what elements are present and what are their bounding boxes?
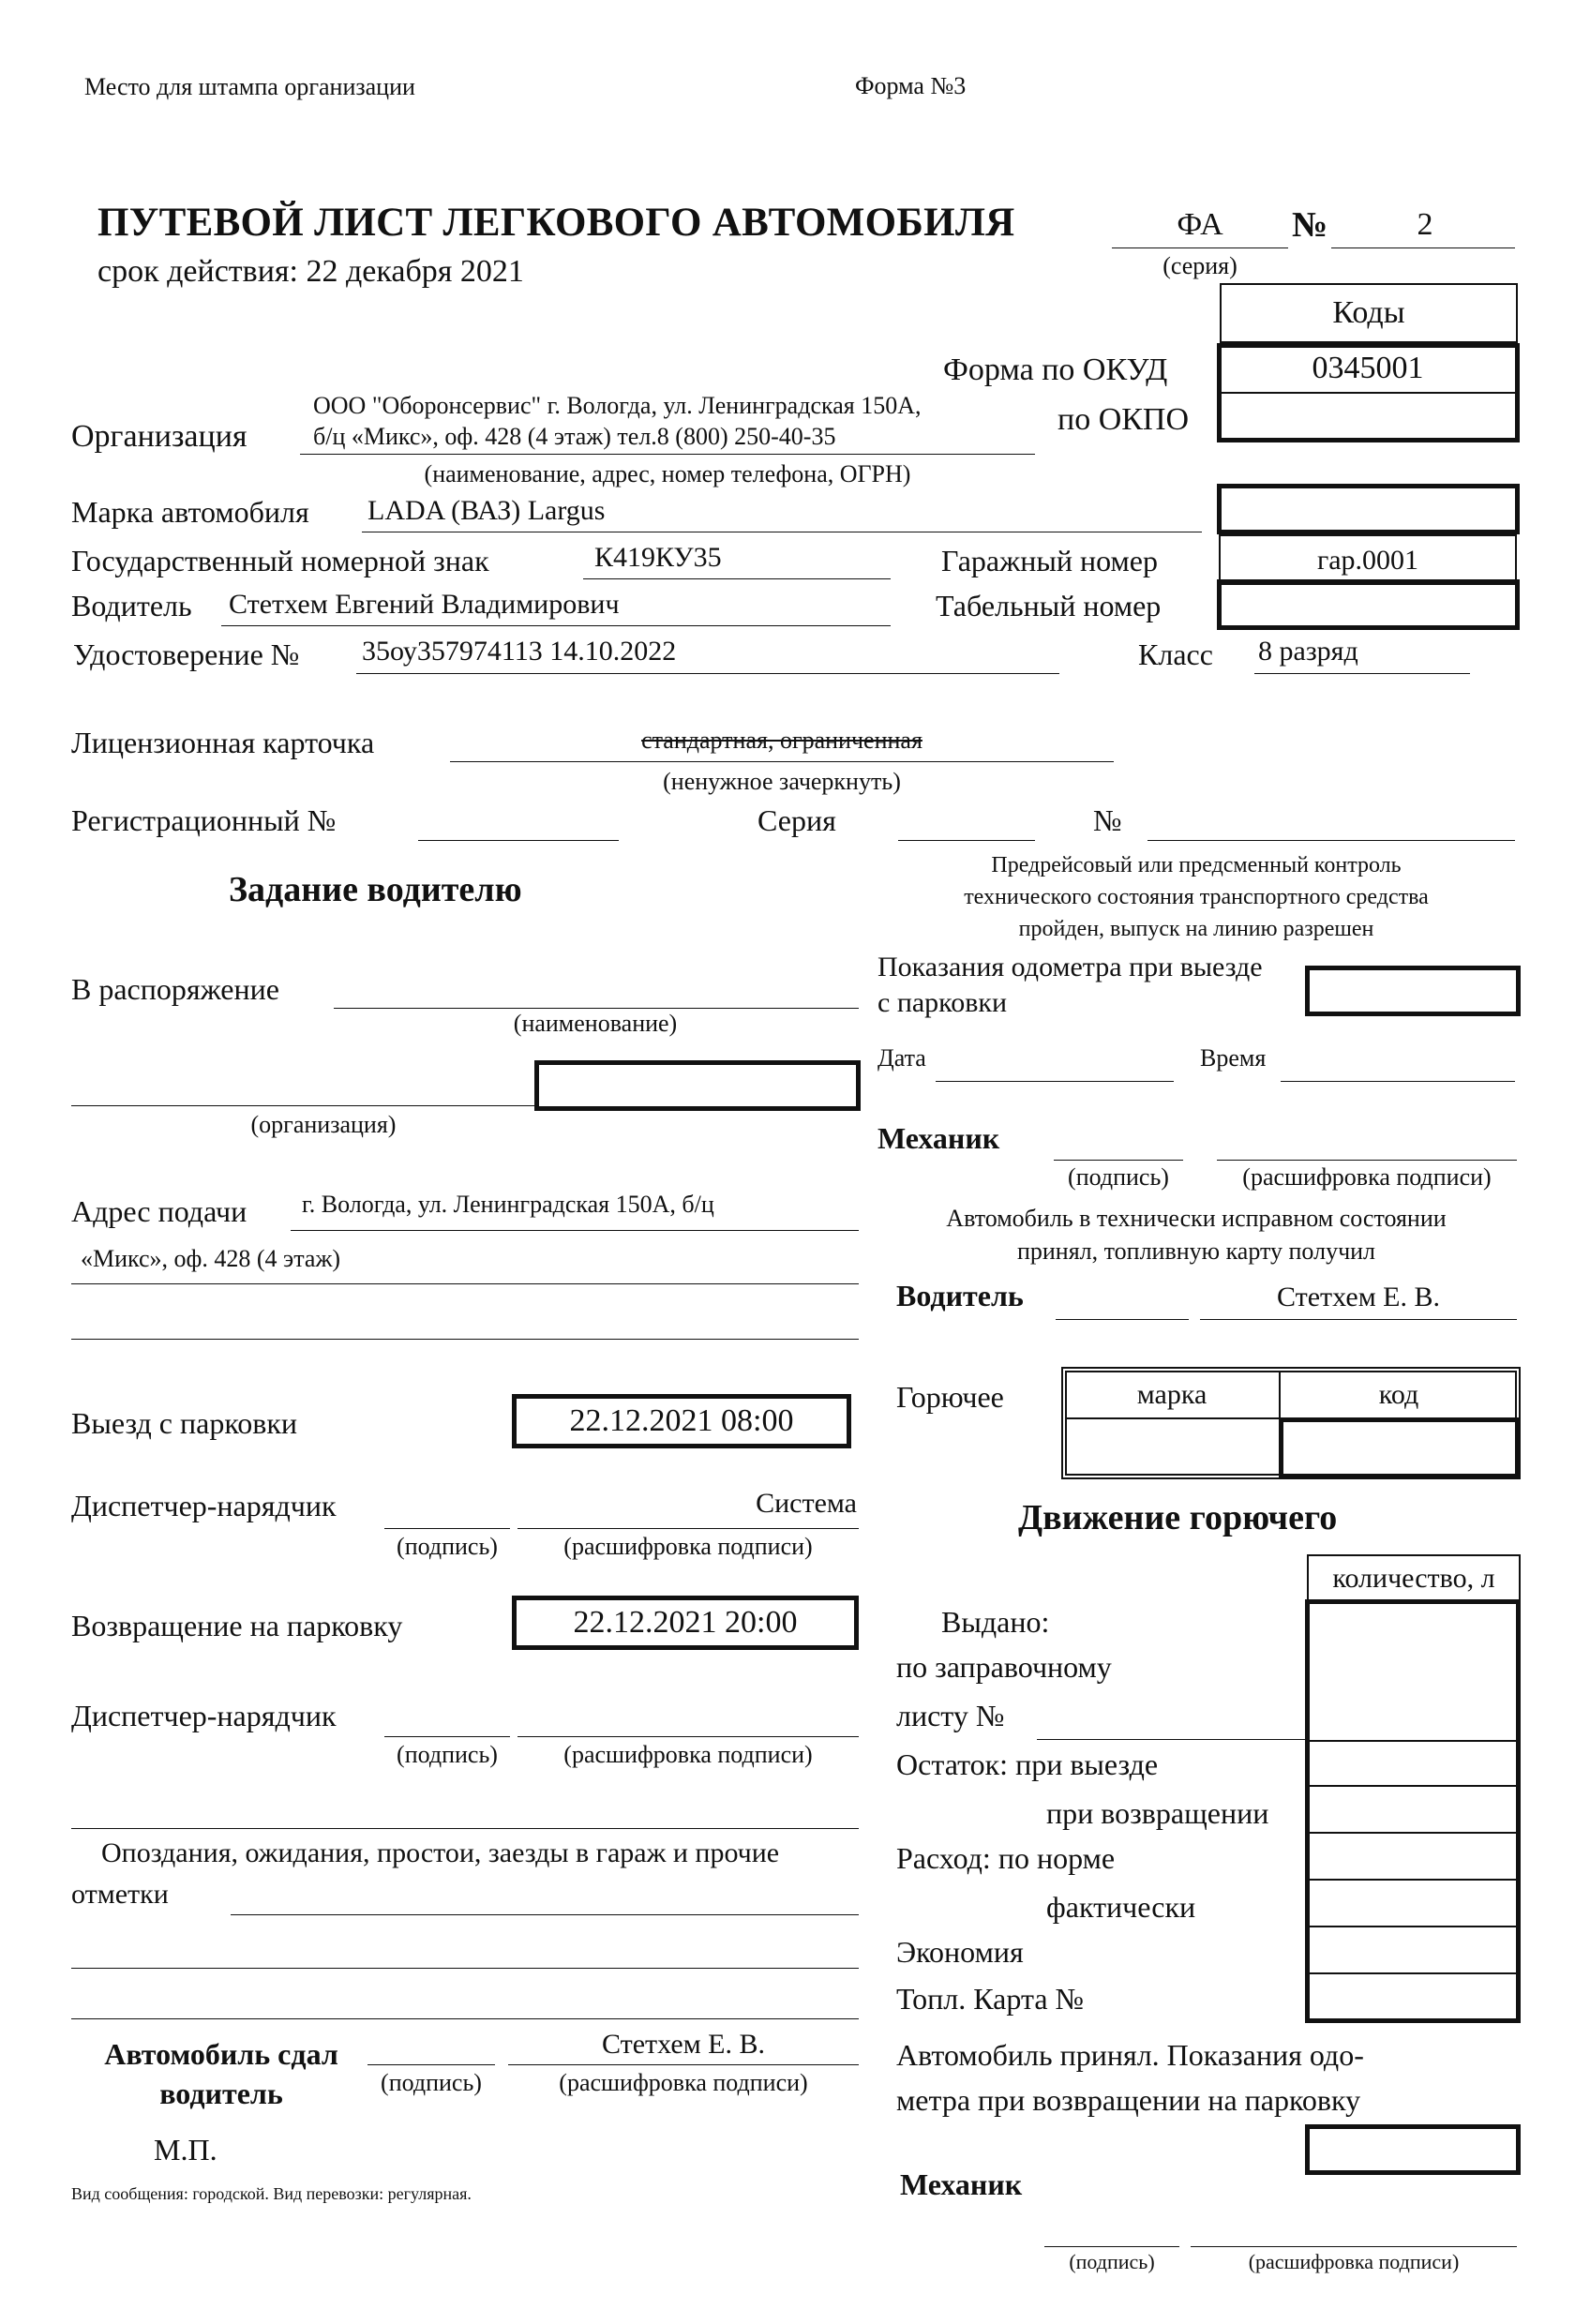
plate-label: Государственный номерной знак [71, 544, 489, 577]
garage-number-value: гар.0001 [1316, 545, 1419, 576]
licence-card-label: Лицензионная карточка [71, 726, 375, 759]
reg-number-line [418, 840, 619, 841]
dispatcher-sign-line-2 [384, 1736, 510, 1737]
tab-number-label: Табельный номер [936, 589, 1162, 622]
disposal-label: В распоряжение [71, 972, 279, 1006]
stamp-place-label: Место для штампа организации [84, 73, 415, 100]
quantity-row-line-2 [1308, 1785, 1518, 1787]
fuel-label: Горючее [896, 1380, 1004, 1414]
tab-number-box [1217, 579, 1520, 630]
plate-value: К419КУ35 [594, 542, 722, 573]
licence-number-label: № [1093, 803, 1122, 837]
licence-card-caption: (ненужное зачеркнуть) [663, 768, 901, 795]
stamp-mark: М.П. [154, 2133, 218, 2167]
dispatcher-decode-value: Система [756, 1488, 857, 1519]
quantity-row-line-5 [1308, 1926, 1518, 1927]
vehicle-accepted-text [878, 1202, 1515, 1267]
fuel-brand-header: марка [1136, 1379, 1208, 1410]
class-label: Класс [1138, 637, 1213, 671]
time-label: Время [1200, 1044, 1267, 1072]
series-caption: (серия) [1162, 252, 1238, 279]
fuel-movement-title: Движение горючего [1018, 1498, 1338, 1537]
number-line [1331, 247, 1515, 248]
organization-line-2 [71, 1105, 534, 1106]
license-line [356, 673, 1059, 674]
usage-actual-label: фактически [1046, 1890, 1196, 1924]
task-title: Задание водителю [229, 870, 522, 909]
mechanic-decode-line-2 [1191, 2246, 1517, 2247]
departure-datetime: 22.12.2021 08:00 [512, 1394, 851, 1448]
issued-line1: Выдано: [941, 1605, 1050, 1639]
address-line2: «Микс», оф. 428 (4 этаж) [81, 1245, 341, 1272]
sign-caption-4: (подпись) [1068, 1163, 1169, 1191]
delays-line-top [71, 1828, 859, 1829]
fuel-code-box [1279, 1417, 1521, 1479]
series-value: ФА [1177, 207, 1223, 242]
handed-over-line1: Автомобиль сдал [104, 2037, 338, 2071]
car-brand-value: LADA (ВАЗ) Largus [368, 495, 606, 526]
organization-line [300, 454, 1035, 455]
time-line [1281, 1081, 1515, 1082]
date-line [936, 1081, 1174, 1082]
driver-sign-line [1056, 1319, 1189, 1320]
dispatcher-decode-line-2 [518, 1736, 859, 1737]
address-label: Адрес подачи [71, 1194, 248, 1228]
mechanic-sign-line-2 [1044, 2246, 1179, 2247]
number-sign: № [1292, 205, 1328, 245]
pre-trip-line2: технического состояния транспортного средства [964, 885, 1429, 910]
licence-card-value: стандартная, ограниченная [641, 727, 922, 754]
mechanic-label-2: Механик [900, 2167, 1023, 2201]
issued-line2: по заправочному [896, 1650, 1112, 1684]
reg-number-label: Регистрационный № [71, 803, 337, 837]
departure-label: Выезд с парковки [71, 1406, 298, 1440]
organization-caption-2: (организация) [250, 1111, 397, 1138]
license-value: 35оу357974113 14.10.2022 [362, 636, 677, 667]
driver-label-2: Водитель [896, 1279, 1024, 1312]
organization-caption: (наименование, адрес, номер телефона, ОГРН) [424, 460, 911, 487]
handed-over-label [81, 2034, 362, 2113]
pre-trip-line3: пройден, выпуск на линию разрешен [1018, 917, 1374, 942]
economy-label: Экономия [896, 1935, 1024, 1969]
return-odometer-line2: метра при возвращении на парковку [896, 2083, 1361, 2117]
decode-caption-2: (расшифровка подписи) [563, 1741, 813, 1768]
series-label: Серия [758, 803, 836, 837]
empty-code-box [1217, 484, 1520, 534]
address-line1: г. Вологда, ул. Ленинградская 150А, б/ц [302, 1191, 714, 1218]
vehicle-accepted-line1: Автомобиль в технически исправном состоянии [946, 1205, 1447, 1232]
mechanic-decode-line-1 [1217, 1160, 1517, 1161]
class-value: 8 разряд [1258, 636, 1358, 667]
return-datetime: 22.12.2021 20:00 [512, 1596, 859, 1650]
mechanic-sign-line-1 [1054, 1160, 1183, 1161]
quantity-row-line-1 [1308, 1740, 1518, 1742]
remain-departure-label: Остаток: при выезде [896, 1747, 1159, 1781]
okud-okpo-divider [1219, 392, 1517, 394]
odometer-departure-label [878, 950, 1263, 1021]
quantity-column [1305, 1599, 1521, 2023]
licence-card-line [450, 761, 1114, 762]
dispatcher-decode-line-1 [518, 1528, 859, 1529]
decode-caption-3: (расшифровка подписи) [559, 2069, 808, 2096]
codes-header: Коды [1220, 283, 1518, 343]
address-underline-1 [291, 1230, 859, 1231]
footnote: Вид сообщения: городской. Вид перевозки: регулярная. [71, 2184, 472, 2203]
sign-caption-3: (подпись) [381, 2069, 482, 2096]
pre-trip-line1: Предрейсовый или предсменный контроль [991, 853, 1402, 877]
handed-decode-value: Стетхем Е. В. [601, 2029, 766, 2060]
remain-return-label: при возвращении [1046, 1796, 1269, 1830]
series-line [1112, 247, 1288, 248]
date-label: Дата [878, 1044, 926, 1072]
address-underline-3 [71, 1339, 859, 1340]
organization-value-line2: б/ц «Микс», оф. 428 (4 этаж) тел.8 (800) 250-40-35 [313, 423, 836, 450]
number-value: 2 [1417, 207, 1433, 242]
driver-decode-value: Стетхем Е. В. [1276, 1282, 1441, 1312]
quantity-row-line-6 [1308, 1972, 1518, 1974]
sign-caption-1: (подпись) [397, 1533, 498, 1560]
issued-line3: листу № [896, 1699, 1005, 1732]
class-line [1254, 673, 1470, 674]
driver-line [221, 625, 891, 626]
license-label: Удостоверение № [73, 637, 300, 671]
dispatcher-label-1: Диспетчер-нарядчик [71, 1489, 337, 1522]
handed-sign-line [368, 2064, 495, 2065]
delays-line-1 [231, 1914, 859, 1915]
organization-box [534, 1060, 861, 1111]
sign-caption-5: (подпись) [1069, 2250, 1155, 2273]
delays-text-line1: Опоздания, ожидания, простои, заезды в гараж и прочие [101, 1837, 780, 1868]
organization-value-line1: ООО "Оборонсервис" г. Вологда, ул. Ленинградская 150А, [313, 392, 922, 419]
mechanic-label-1: Механик [878, 1121, 1000, 1155]
driver-decode-line [1200, 1319, 1517, 1320]
return-label: Возвращение на парковку [71, 1609, 403, 1642]
dispatcher-label-2: Диспетчер-нарядчик [71, 1699, 337, 1732]
car-brand-label: Марка автомобиля [71, 495, 309, 529]
quantity-row-line-3 [1308, 1832, 1518, 1834]
decode-caption-5: (расшифровка подписи) [1248, 2250, 1460, 2273]
vehicle-accepted-line2: принял, топливную карту получил [1016, 1237, 1376, 1266]
address-underline-2 [71, 1283, 859, 1284]
okpo-label: по ОКПО [1058, 402, 1190, 437]
plate-line [583, 578, 891, 579]
quantity-header: количество, л [1307, 1554, 1521, 1603]
fuel-code-header: код [1378, 1379, 1419, 1410]
form-number: Форма №3 [855, 72, 967, 99]
okud-label: Форма по ОКУД [943, 352, 1168, 387]
odometer-departure-line1: Показания одометра при выезде [878, 952, 1263, 982]
decode-caption-4: (расшифровка подписи) [1242, 1163, 1492, 1191]
issued-sheet-line [1037, 1739, 1305, 1740]
quantity-row-line-4 [1308, 1879, 1518, 1881]
fuel-card-label: Топл. Карта № [896, 1982, 1085, 2016]
odometer-departure-line2: с парковки [878, 987, 1008, 1019]
odometer-return-box [1305, 2124, 1521, 2175]
dispatcher-sign-line-1 [384, 1528, 510, 1529]
name-caption: (наименование) [513, 1010, 678, 1037]
garage-number-label: Гаражный номер [941, 544, 1158, 577]
return-odometer-line1: Автомобиль принял. Показания одо- [896, 2038, 1364, 2072]
driver-value: Стетхем Евгений Владимирович [229, 589, 620, 620]
delays-text-line2: отметки [71, 1879, 169, 1910]
decode-caption-1: (расшифровка подписи) [563, 1533, 813, 1560]
delays-line-2 [71, 1968, 859, 1969]
return-odometer-text [896, 2032, 1364, 2122]
handed-over-line2: водитель [159, 2077, 283, 2111]
driver-label: Водитель [71, 589, 192, 622]
delays-line-3 [71, 2018, 859, 2019]
usage-norm-label: Расход: по норме [896, 1841, 1116, 1875]
handed-decode-line [508, 2064, 859, 2065]
sign-caption-2: (подпись) [397, 1741, 498, 1768]
licence-number-line [1148, 840, 1515, 841]
odometer-departure-box [1305, 966, 1521, 1016]
organization-label: Организация [71, 419, 248, 454]
series-line-2 [898, 840, 1035, 841]
pre-trip-control-text [878, 849, 1515, 945]
page-title: ПУТЕВОЙ ЛИСТ ЛЕГКОВОГО АВТОМОБИЛЯ [98, 201, 1015, 245]
validity-period: срок действия: 22 декабря 2021 [98, 254, 524, 289]
okud-value: 0345001 [1312, 351, 1424, 385]
